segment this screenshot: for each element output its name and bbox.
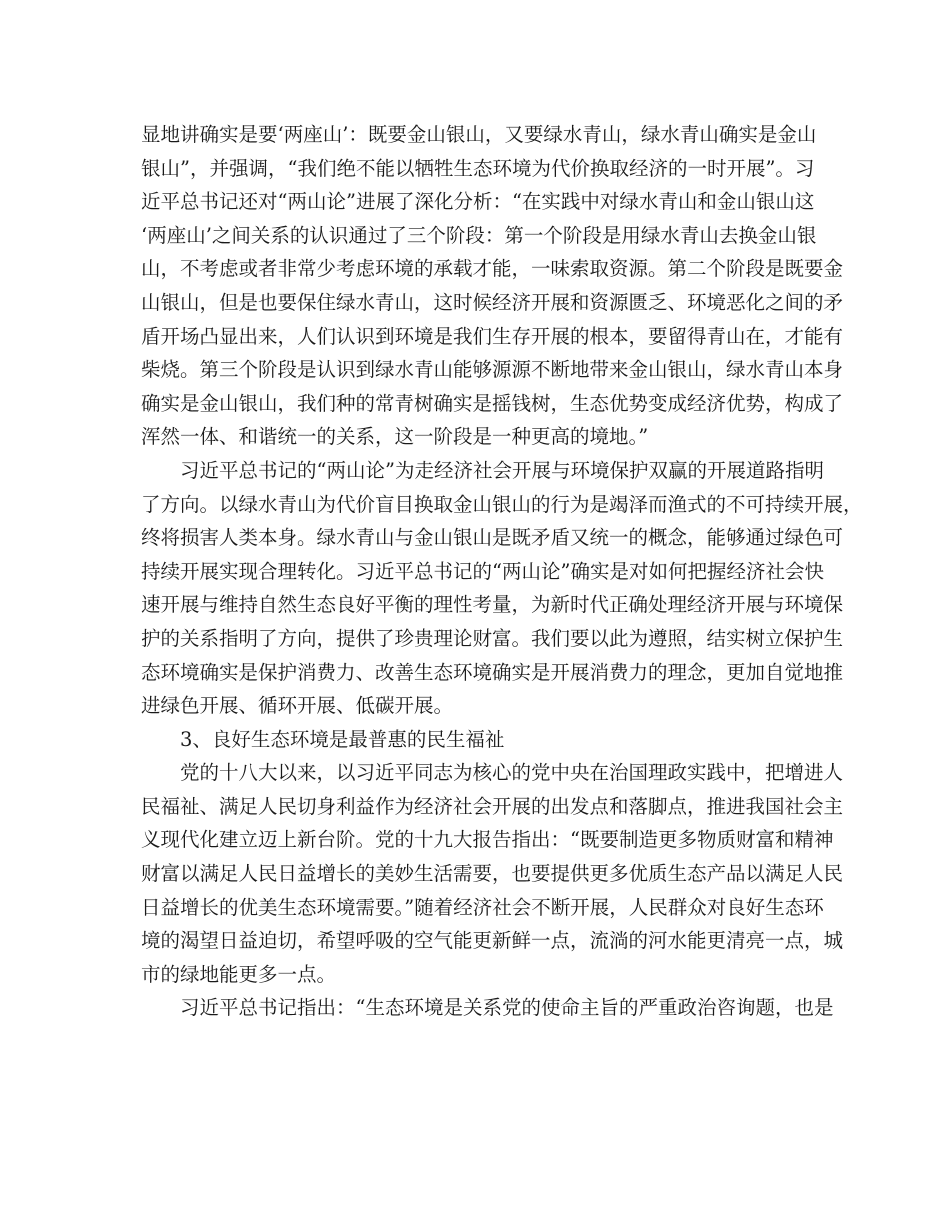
text-line: 境的渴望日益迫切，希望呼吸的空气能更新鲜一点，流淌的河水能更清亮一点，城 bbox=[141, 929, 844, 953]
text-line: 进绿色开展、循环开展、低碳开展。 bbox=[141, 694, 454, 718]
section-heading bbox=[141, 723, 809, 757]
text-line: 山银山，但是也要保住绿水青山，这时候经济开展和资源匮乏、环境恶化之间的矛 bbox=[141, 290, 844, 314]
document-body bbox=[141, 118, 863, 1025]
text-line: 习近平总书记的“两山论”为走经济社会开展与环境保护双赢的开展道路指明 bbox=[180, 458, 824, 482]
text-line: 确实是金山银山，我们种的常青树确实是摇钱树，生态优势变成经济优势，构成了 bbox=[141, 391, 844, 415]
paragraph-1 bbox=[141, 118, 844, 454]
heading-line: 3、良好生态环境是最普惠的民生福祉 bbox=[180, 727, 505, 751]
text-line: 习近平总书记指出：“生态环境是关系党的使命主旨的严重政治咨询题，也是 bbox=[180, 996, 834, 1020]
text-line: 山，不考虑或者非常少考虑环境的承载才能，一味索取资源。第二个阶段是既要金 bbox=[141, 257, 844, 281]
text-line: 速开展与维持自然生态良好平衡的理性考量，为新时代正确处理经济开展与环境保 bbox=[141, 593, 844, 617]
text-line: 终将损害人类本身。绿水青山与金山银山是既矛盾又统一的概念，能够通过绿色可 bbox=[141, 526, 844, 550]
text-line: 党的十八大以来，以习近平同志为核心的党中央在治国理政实践中，把增进人 bbox=[180, 761, 844, 785]
text-line: 银山”，并强调，“我们绝不能以牺牲生态环境为代价换取经济的一时开展”。习 bbox=[141, 156, 815, 180]
text-line: 义现代化建立迈上新台阶。党的十九大报告指出：“既要制造更多物质财富和精神 bbox=[141, 828, 834, 852]
text-line: 浑然一体、和谐统一的关系，这一阶段是一种更高的境地。” bbox=[141, 425, 649, 449]
paragraph-2 bbox=[141, 454, 863, 723]
text-line: 了方向。以绿水青山为代价盲目换取金山银山的行为是竭泽而渔式的不可持续开展， bbox=[141, 492, 863, 516]
text-line: 财富以满足人民日益增长的美妙生活需要，也要提供更多优质生态产品以满足人民 bbox=[141, 862, 844, 886]
text-line: 显地讲确实是要‘两座山’：既要金山银山，又要绿水青山，绿水青山确实是金山 bbox=[141, 123, 817, 146]
text-line: 柴烧。第三个阶段是认识到绿水青山能够源源不断地带来金山银山，绿水青山本身 bbox=[141, 358, 844, 382]
text-line: 日益增长的优美生态环境需要。”随着经济社会不断开展，人民群众对良好生态环 bbox=[141, 895, 824, 919]
text-line: 护的关系指明了方向，提供了珍贵理论财富。我们要以此为遵照，结实树立保护生 bbox=[141, 626, 844, 650]
text-line: ‘两座山’之间关系的认识通过了三个阶段：第一个阶段是用绿水青山去换金山银 bbox=[141, 223, 817, 247]
text-line: 持续开展实现合理转化。习近平总书记的“两山论”确实是对如何把握经济社会快 bbox=[141, 559, 824, 583]
paragraph-3 bbox=[141, 756, 844, 991]
text-line: 民福祉、满足人民切身利益作为经济社会开展的出发点和落脚点，推进我国社会主 bbox=[141, 794, 844, 818]
text-line: 市的绿地能更多一点。 bbox=[141, 962, 337, 986]
paragraph-4 bbox=[141, 991, 834, 1025]
text-line: 态环境确实是保护消费力、改善生态环境确实是开展消费力的理念，更加自觉地推 bbox=[141, 660, 844, 684]
text-line: 近平总书记还对“两山论”进展了深化分析：“在实践中对绿水青山和金山银山这 bbox=[141, 190, 815, 214]
text-line: 盾开场凸显出来，人们认识到环境是我们生存开展的根本，要留得青山在，才能有 bbox=[141, 324, 844, 348]
